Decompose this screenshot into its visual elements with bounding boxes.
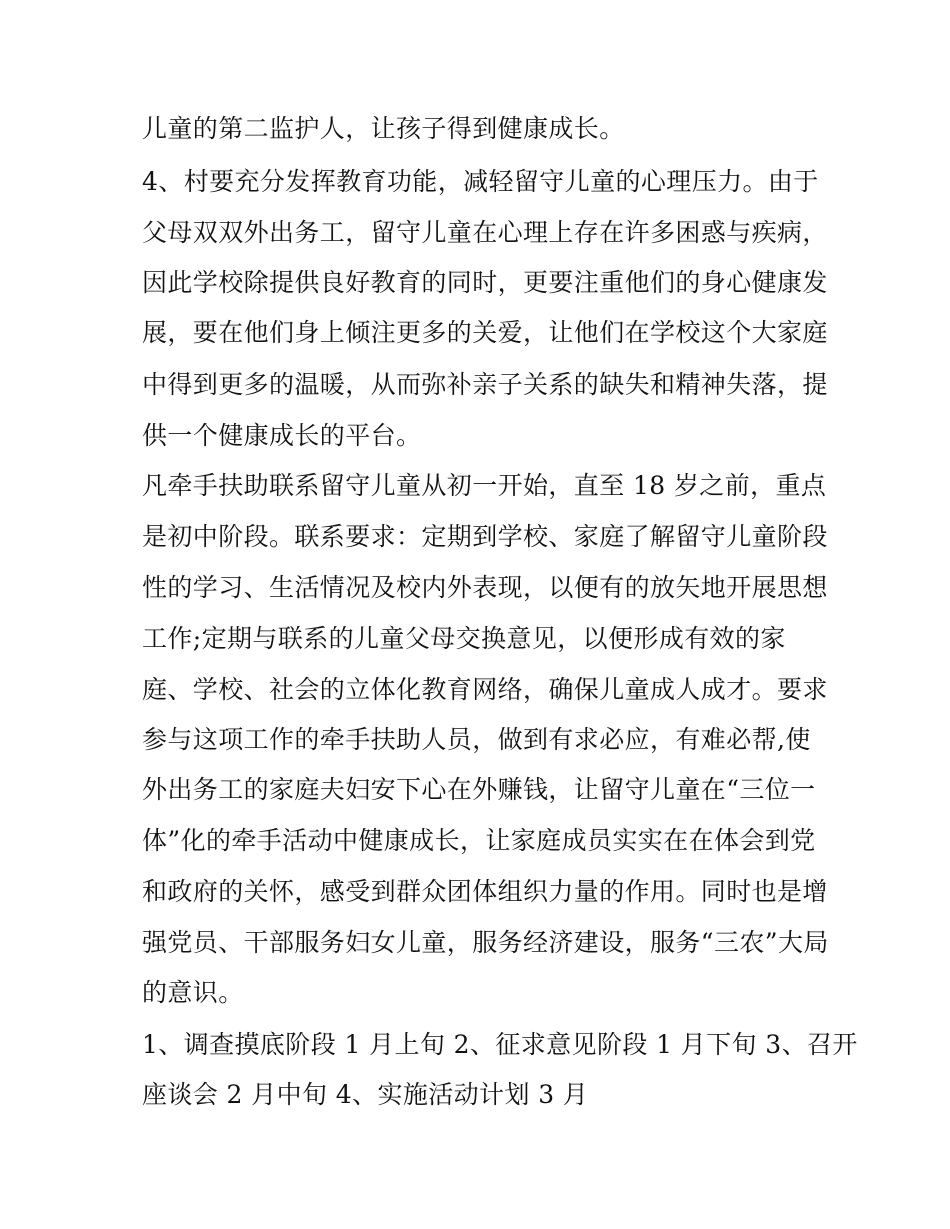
text-line: 体”化的牵手活动中健康成长，让家庭成员实实在在体会到党: [142, 826, 816, 855]
text-line: 庭、学校、社会的立体化教育网络，确保儿童成人成才。要求: [142, 675, 828, 704]
text-line: 是初中阶段。联系要求：定期到学校、家庭了解留守儿童阶段: [142, 522, 828, 551]
text-line: 父母双双外出务工，留守儿童在心理上存在许多困惑与疾病，: [142, 218, 828, 247]
text-line: 因此学校除提供良好教育的同时，更要注重他们的身心健康发: [142, 268, 828, 297]
text-line: 座谈会 2 月中旬 4、实施活动计划 3 月: [142, 1080, 589, 1109]
text-line: 儿童的第二监护人，让孩子得到健康成长。: [142, 114, 625, 143]
text-line: 工作;定期与联系的儿童父母交换意见，以便形成有效的家: [142, 624, 786, 653]
text-line: 参与这项工作的牵手扶助人员，做到有求必应，有难必帮,使: [142, 725, 811, 754]
text-line: 中得到更多的温暖，从而弥补亲子关系的缺失和精神失落，提: [142, 370, 828, 399]
text-line: 供一个健康成长的平台。: [142, 421, 422, 450]
text-line: 外出务工的家庭夫妇安下心在外赚钱，让留守儿童在“三位一: [142, 775, 816, 804]
text-line: 4、村要充分发挥教育功能，减轻留守儿童的心理压力。由于: [142, 167, 819, 196]
text-line: 展，要在他们身上倾注更多的关爱，让他们在学校这个大家庭: [142, 318, 828, 347]
text-line: 的意识。: [142, 978, 244, 1007]
text-line: 强党员、干部服务妇女儿童，服务经济建设，服务“三农”大局: [142, 928, 829, 957]
text-line: 凡牵手扶助联系留守儿童从初一开始，直至 18 岁之前，重点: [142, 471, 827, 500]
text-line: 1、调查摸底阶段 1 月上旬 2、征求意见阶段 1 月下旬 3、召开: [142, 1030, 858, 1059]
text-line: 性的学习、生活情况及校内外表现，以便有的放矢地开展思想: [142, 573, 828, 602]
text-line: 和政府的关怀，感受到群众团体组织力量的作用。同时也是增: [142, 877, 828, 906]
